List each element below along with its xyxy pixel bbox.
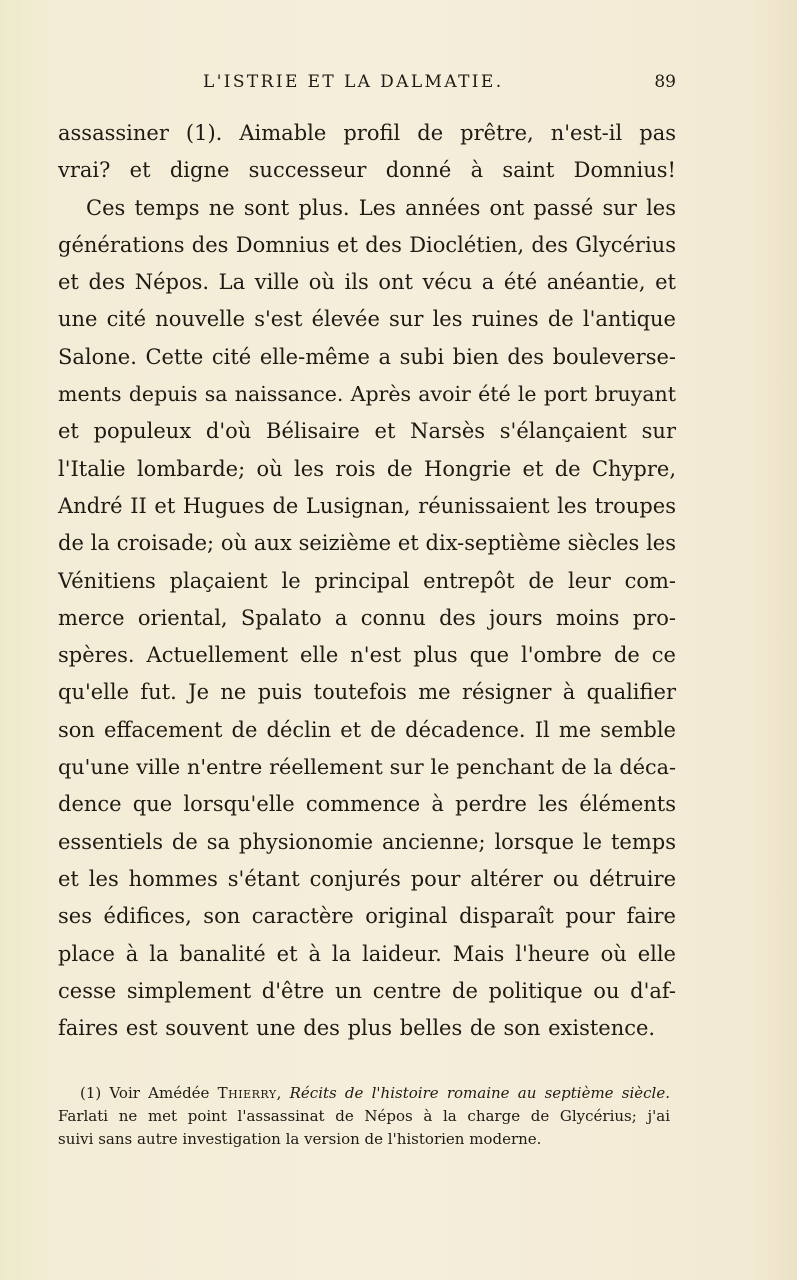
text-line: Ces temps ne sont plus. Les années ont passé sur les	[86, 195, 676, 220]
text-line: l'Italie lombarde; où les rois de Hongrie et de Chypre,	[58, 456, 676, 481]
text-line: qu'une ville n'entre réellement sur le penchant de la déca-	[58, 755, 676, 780]
text-line: Salone. Cette cité elle-même a subi bien des bouleverse-	[58, 344, 676, 369]
text-line: Vénitiens plaçaient le principal entrepôt de leur com-	[58, 568, 676, 593]
body-text	[58, 115, 676, 1047]
footnote	[58, 1082, 670, 1151]
footnote-line: suivi sans autre investigation la version de l'historien moderne.	[58, 1130, 542, 1148]
footnote-author: Thierry	[217, 1084, 277, 1102]
text-line: son effacement de déclin et de décadence. Il me semble	[58, 717, 676, 742]
text-line: ments depuis sa naissance. Après avoir été le port bruyant	[58, 382, 676, 407]
footnote-line: (1) Voir Amédée Thierry, Récits de l'histoire romaine au septième siècle.	[80, 1084, 670, 1102]
text-line: assassiner (1). Aimable profil de prêtre, n'est-il pas	[58, 121, 676, 145]
text-line: place à la banalité et à la laideur. Mais l'heure où elle	[58, 941, 676, 966]
text-line: vrai? et digne successeur donné à saint Domnius!	[58, 158, 676, 183]
footnote-work-title: Récits de l'histoire romaine au septième siècle.	[289, 1084, 670, 1102]
text-line: et les hommes s'étant conjurés pour altérer ou détruire	[58, 866, 676, 891]
text-line: et populeux d'où Bélisaire et Narsès s'élançaient sur	[58, 419, 676, 444]
text-line: André II et Hugues de Lusignan, réunissaient les troupes	[58, 493, 676, 518]
text-line: qu'elle fut. Je ne puis toutefois me résigner à qualifier	[58, 680, 676, 705]
text-line: et des Népos. La ville où ils ont vécu a été anéantie, et	[58, 270, 676, 295]
text-line: spères. Actuellement elle n'est plus que l'ombre de ce	[58, 643, 676, 668]
text-line: dence que lorsqu'elle commence à perdre les éléments	[58, 792, 676, 817]
footnote-marker: (1)	[80, 1084, 102, 1102]
text-line: merce oriental, Spalato a connu des jours moins pro-	[58, 605, 676, 630]
footnote-line: Farlati ne met point l'assassinat de Népos à la charge de Glycérius; j'ai	[58, 1107, 670, 1125]
running-title: L'ISTRIE ET LA DALMATIE.	[203, 72, 504, 92]
page-number: 89	[654, 72, 676, 92]
text-line: faires est souvent une des plus belles de son existence.	[58, 1016, 656, 1041]
footnote-prefix: Voir Amédée	[109, 1084, 210, 1102]
text-line: une cité nouvelle s'est élevée sur les ruines de l'antique	[58, 307, 676, 332]
text-line: ses édifices, son caractère original disparaît pour faire	[58, 904, 676, 929]
text-line: essentiels de sa physionomie ancienne; lorsque le temps	[58, 829, 676, 854]
text-line: cesse simplement d'être un centre de politique ou d'af-	[58, 978, 676, 1003]
text-line: de la croisade; où aux seizième et dix-septième siècles les	[58, 531, 676, 556]
text-line: générations des Domnius et des Dioclétien, des Glycérius	[58, 232, 676, 257]
